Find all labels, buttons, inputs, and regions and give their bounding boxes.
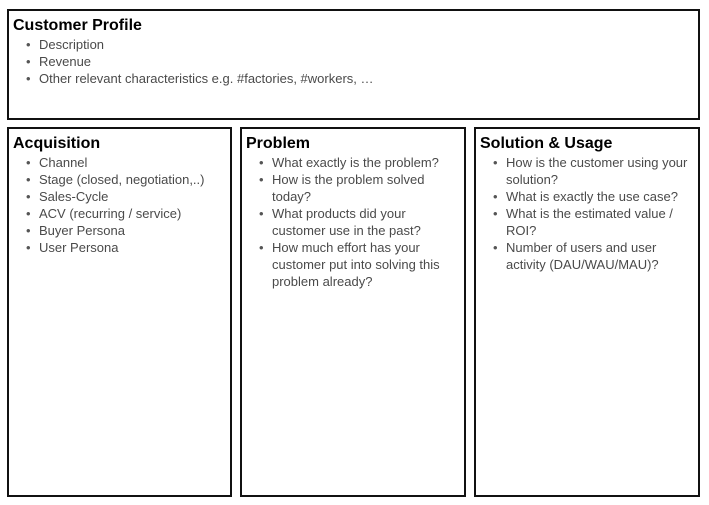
list-item-text: ACV (recurring / service) <box>39 206 182 221</box>
bullet-icon: • <box>26 155 31 170</box>
list-item-text: How is the customer using your solution? <box>506 155 688 187</box>
bullet-icon: • <box>259 155 264 170</box>
bullet-icon: • <box>259 240 264 255</box>
list-item <box>26 222 225 239</box>
list-item <box>26 53 689 70</box>
list-item <box>259 239 458 290</box>
list-item-text: What products did your customer use in the past? <box>272 206 421 238</box>
list-item-text: What exactly is the problem? <box>272 155 439 170</box>
bullet-icon: • <box>493 189 498 204</box>
bullet-icon: • <box>26 71 31 86</box>
acquisition-title: Acquisition <box>13 135 101 152</box>
list-item <box>493 239 692 273</box>
list-item-text: Buyer Persona <box>39 223 125 238</box>
bullet-icon: • <box>493 155 498 170</box>
list-item-text: Description <box>39 37 105 52</box>
customer-profile-title: Customer Profile <box>13 17 142 34</box>
bullet-icon: • <box>26 240 31 255</box>
list-item-text: Channel <box>39 155 88 170</box>
list-item <box>493 154 692 188</box>
list-item-text: User Persona <box>39 240 119 255</box>
bullet-icon: • <box>26 172 31 187</box>
list-item-text: What is the estimated value / ROI? <box>506 206 673 238</box>
bullet-icon: • <box>26 189 31 204</box>
list-item-text: Stage (closed, negotiation,..) <box>39 172 205 187</box>
list-item-text: Other relevant characteristics e.g. #factories, #workers, … <box>39 71 374 86</box>
solution-usage-title: Solution & Usage <box>480 135 613 152</box>
list-item-text: Revenue <box>39 54 92 69</box>
customer-profile-box <box>7 9 700 120</box>
list-item-text: Sales-Cycle <box>39 189 109 204</box>
list-item <box>26 154 225 171</box>
list-item-text: What is exactly the use case? <box>506 189 678 204</box>
list-item <box>26 171 225 188</box>
bullet-icon: • <box>26 54 31 69</box>
list-item <box>26 188 225 205</box>
acquisition-box <box>7 127 232 497</box>
list-item <box>26 205 225 222</box>
list-item <box>26 239 225 256</box>
list-item <box>493 188 692 205</box>
problem-title: Problem <box>246 135 311 152</box>
acquisition-list <box>9 154 231 256</box>
list-item-text: Number of users and user activity (DAU/WAU/MAU)? <box>506 240 659 272</box>
problem-box <box>240 127 466 497</box>
bullet-icon: • <box>26 37 31 52</box>
list-item <box>26 70 689 87</box>
list-item <box>259 171 458 205</box>
list-item <box>259 154 458 171</box>
customer-profile-list <box>9 36 695 87</box>
bullet-icon: • <box>26 223 31 238</box>
list-item-text: How much effort has your customer put into solving this problem already? <box>272 240 440 289</box>
list-item <box>493 205 692 239</box>
bullet-icon: • <box>259 172 264 187</box>
bullet-icon: • <box>26 206 31 221</box>
bullet-icon: • <box>259 206 264 221</box>
list-item <box>26 36 689 53</box>
solution-usage-box <box>474 127 700 497</box>
bullet-icon: • <box>493 206 498 221</box>
problem-list <box>242 154 464 290</box>
bullet-icon: • <box>493 240 498 255</box>
list-item <box>259 205 458 239</box>
solution-usage-list <box>476 154 698 273</box>
list-item-text: How is the problem solved today? <box>272 172 425 204</box>
